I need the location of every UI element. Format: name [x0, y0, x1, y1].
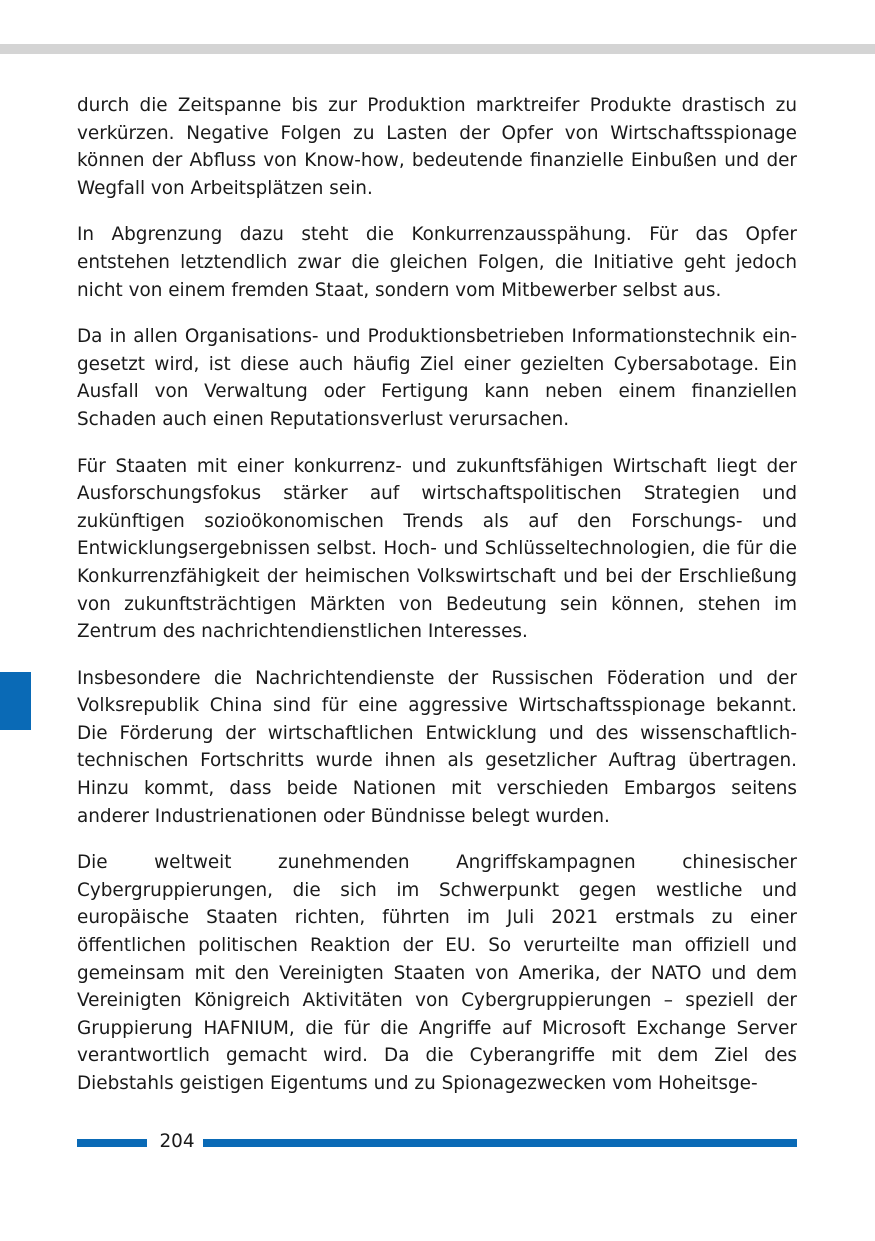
body-text [77, 92, 797, 1117]
chapter-tab-marker [0, 672, 31, 730]
footer-bar-left [77, 1139, 147, 1147]
paragraph: Für Staaten mit einer konkurrenz- und zukunftsfähigen Wirtschaft liegt der Ausforschungsfokus stärker auf wirtschaftspolitischen Strategien und zukünftigen sozioökonomischen Trends als auf den Forschungs- und Entwicklungsergebnissen selbst. Hoch- und Schlüsseltechnologien, die für die Konkurrenzfähigkeit der heimischen Volkswirtschaft und bei der Erschließung von zukunftsträchtigen Märkten von Bedeutung sein können, stehen im Zentrum des nachrichtendienstlichen Interesses. [77, 455, 797, 643]
paragraph: Die weltweit zunehmenden Angriffskampagnen chinesischer Cybergruppierungen, die sich im Schwerpunkt gegen westliche und europäische Staaten richten, führten im Juli 2021 erstmals zu einer öffentlichen politischen Reaktion der EU. So verurteilte man offiziell und gemeinsam mit den Vereinigten Staaten von Amerika, der NATO und dem Vereinigten Königreich Aktivitäten von Cybergruppierungen – speziell der Gruppierung HAFNIUM, die für die Angriffe auf Microsoft Exchange Server verantwortlich gemacht wird. Da die Cyberangriffe mit dem Ziel des Diebstahls geistigen Eigentums und zu Spionagezwecken vom Hoheitsge- [77, 852, 797, 1094]
paragraph: Insbesondere die Nachrichtendienste der Russischen Föderation und der Volksrepublik China sind für eine aggressive Wirtschaftsspionage bekannt. Die Förderung der wirtschaftlichen Entwicklung und des wissenschaftlich-technischen Fortschritts wurde ihnen als gesetzlicher Auftrag übertragen. Hinzu kommt, dass beide Nationen mit verschieden Embargos seitens anderer Industrienationen oder Bündnisse belegt wurden. [77, 667, 797, 827]
paragraph: durch die Zeitspanne bis zur Produktion marktreifer Produkte drastisch zu verkürzen. Negative Folgen zu Lasten der Opfer von Wirtschaftsspionage können der Abfluss von Know-how, bedeutende finanzielle Einbußen und der Wegfall von Arbeitsplätzen sein. [77, 95, 797, 199]
header-rule [0, 44, 875, 54]
page-footer [77, 1128, 797, 1156]
paragraph: Da in allen Organisations- und Produktionsbetrieben Informationstechnik eingesetzt wird, ist diese auch häufig Ziel einer gezielten Cybersabotage. Ein Ausfall von Verwaltung oder Fertigung kann neben einem finanziellen Schaden auch einen Reputationsverlust verursachen. [77, 326, 797, 430]
paragraph: In Abgrenzung dazu steht die Konkurrenzausspähung. Für das Opfer entstehen letztendlich zwar die gleichen Folgen, die Initiative geht jedoch nicht von einem fremden Staat, sondern vom Mitbewerber selbst aus. [77, 224, 797, 301]
page-number: 204 [159, 1131, 195, 1152]
footer-bar-right [203, 1139, 797, 1147]
